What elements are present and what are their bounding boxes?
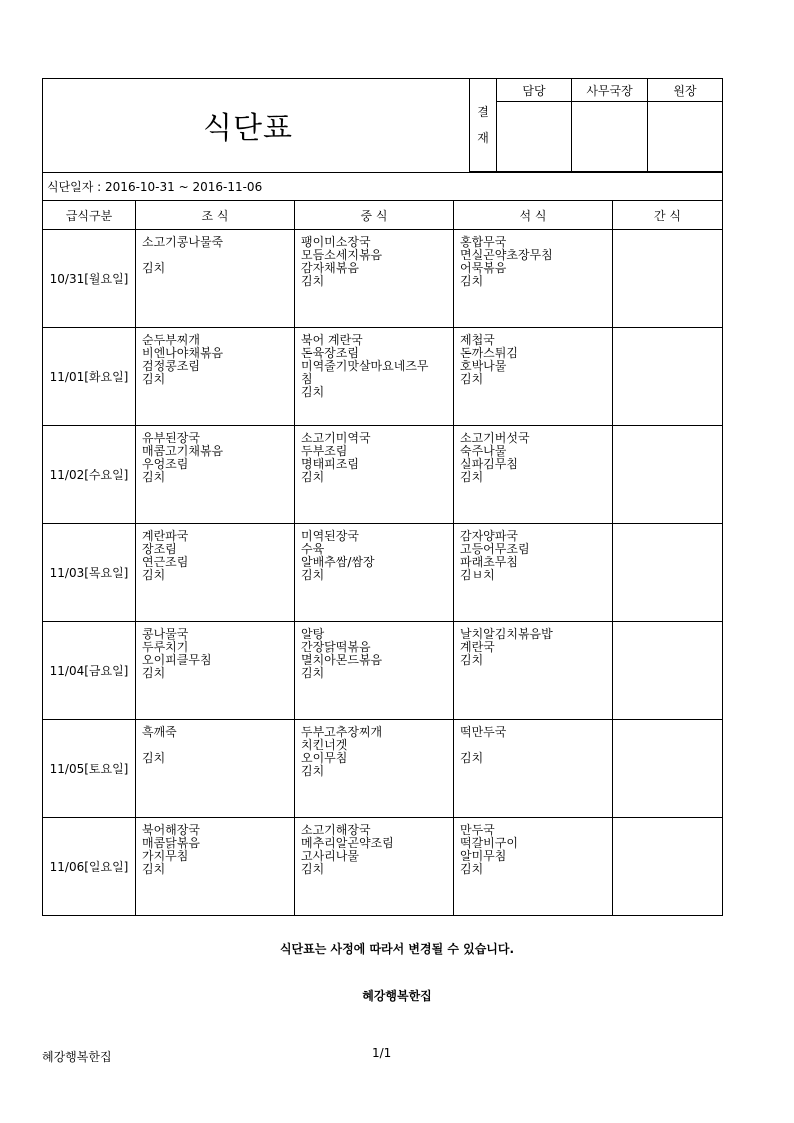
menu-item: 소고기해장국 — [301, 823, 371, 837]
header-breakfast: 조 식 — [136, 201, 295, 230]
menu-item: 김치 — [142, 862, 166, 876]
menu-item: 매콤고기채볶음 — [142, 444, 224, 458]
menu-item: 간장닭떡볶음 — [301, 640, 371, 654]
menu-day-label: 11/03[목요일] — [43, 524, 136, 622]
menu-item: 오이무침 — [301, 751, 348, 765]
menu-item: 숙주나물 — [460, 444, 507, 458]
menu-cell-breakfast — [136, 328, 295, 426]
menu-cell-snack — [613, 622, 723, 720]
menu-item: 파래초무침 — [460, 555, 518, 569]
menu-item: 김치 — [142, 261, 166, 275]
menu-item: 감자채볶음 — [301, 261, 359, 275]
menu-item: 장조림 — [142, 542, 177, 556]
menu-table — [42, 172, 723, 916]
menu-day-row — [43, 818, 723, 916]
approval-col-director: 원장 — [648, 79, 723, 102]
menu-item: 김치 — [301, 568, 325, 582]
menu-item: 콩나물국 — [142, 627, 189, 641]
approval-col-secretary: 사무국장 — [572, 79, 648, 102]
menu-item: 김치 — [460, 862, 484, 876]
menu-item: 멸치아몬드볶음 — [301, 653, 383, 667]
menu-item: 매콤닭볶음 — [142, 836, 200, 850]
footer-org: 혜강행복한집 — [362, 989, 432, 1003]
menu-item: 수육 — [301, 542, 325, 556]
menu-cell-snack — [613, 230, 723, 328]
menu-item: 김치 — [142, 470, 166, 484]
menu-item: 북어 계란국 — [301, 333, 363, 347]
menu-item: 김치 — [142, 666, 166, 680]
menu-item: 모듬소세지볶음 — [301, 248, 383, 262]
menu-cell-dinner — [454, 426, 613, 524]
menu-cell-dinner — [454, 720, 613, 818]
menu-day-row — [43, 426, 723, 524]
menu-cell-lunch — [295, 426, 454, 524]
menu-cell-lunch — [295, 818, 454, 916]
menu-item: 김치 — [301, 274, 325, 288]
menu-item: 김치 — [460, 751, 484, 765]
menu-item: 김치 — [301, 666, 325, 680]
menu-item: 두부조림 — [301, 444, 348, 458]
menu-item: 치킨너겟 — [301, 738, 348, 752]
menu-item: 검정콩조림 — [142, 359, 200, 373]
menu-cell-lunch — [295, 622, 454, 720]
menu-item: 순두부찌개 — [142, 333, 200, 347]
menu-cell-breakfast — [136, 622, 295, 720]
menu-item: 떡갈비구이 — [460, 836, 518, 850]
menu-cell-breakfast — [136, 818, 295, 916]
approval-table — [469, 78, 723, 172]
menu-item: 미역된장국 — [301, 529, 359, 543]
menu-item: 김치 — [142, 372, 166, 386]
menu-item: 메추리알곤약조림 — [301, 836, 394, 850]
menu-item: 팽이미소장국 — [301, 235, 371, 249]
menu-item: 실파김무침 — [460, 457, 518, 471]
menu-item: 김치 — [301, 470, 325, 484]
menu-item: 가지무침 — [142, 849, 189, 863]
menu-cell-breakfast — [136, 426, 295, 524]
menu-cell-breakfast — [136, 720, 295, 818]
menu-cell-dinner — [454, 524, 613, 622]
approval-label-char: 결 — [477, 105, 489, 119]
menu-day-label: 11/05[토요일] — [43, 720, 136, 818]
menu-cell-breakfast — [136, 230, 295, 328]
menu-item: 제첩국 — [460, 333, 495, 347]
approval-sign-director[interactable] — [648, 102, 723, 172]
menu-item: 김치 — [460, 653, 484, 667]
menu-cell-dinner — [454, 622, 613, 720]
header-lunch: 중 식 — [295, 201, 454, 230]
menu-cell-snack — [613, 720, 723, 818]
menu-day-row — [43, 622, 723, 720]
menu-item: 만두국 — [460, 823, 495, 837]
menu-day-label: 10/31[월요일] — [43, 230, 136, 328]
menu-item: 떡만두국 — [460, 725, 507, 739]
approval-label-char: 재 — [477, 131, 489, 145]
menu-day-row — [43, 720, 723, 818]
header-dinner: 석 식 — [454, 201, 613, 230]
menu-item: 우엉조림 — [142, 457, 189, 471]
menu-item: 알배추쌈/쌈장 — [301, 555, 375, 569]
menu-item: 알탕 — [301, 627, 325, 641]
menu-item: 미역줄기맛살마요네즈무 — [301, 359, 429, 373]
menu-item: 김치 — [301, 862, 325, 876]
menu-item: 두루치기 — [142, 640, 189, 654]
menu-item: 돈육장조림 — [301, 346, 359, 360]
menu-day-row — [43, 230, 723, 328]
approval-label — [470, 79, 497, 172]
menu-item: 감자양파국 — [460, 529, 518, 543]
menu-item: 날치알김치볶음밥 — [460, 627, 553, 641]
menu-item: 명태피조림 — [301, 457, 359, 471]
page-number: 1/1 — [372, 1046, 392, 1060]
footer-org-left: 혜강행복한집 — [42, 1050, 112, 1064]
header-snack: 간 식 — [613, 201, 723, 230]
header-category: 급식구분 — [43, 201, 136, 230]
menu-item: 흑깨죽 — [142, 725, 177, 739]
footer-note: 식단표는 사정에 따라서 변경될 수 있습니다. — [279, 942, 515, 956]
menu-item: 비엔나야채볶음 — [142, 346, 224, 360]
menu-item: 김치 — [142, 751, 166, 765]
menu-cell-snack — [613, 524, 723, 622]
approval-sign-secretary[interactable] — [572, 102, 648, 172]
page-title: 식단표 — [203, 111, 293, 146]
menu-day-label: 11/04[금요일] — [43, 622, 136, 720]
menu-period: 식단일자 : 2016-10-31 ~ 2016-11-06 — [43, 173, 723, 201]
approval-col-staff: 담당 — [497, 79, 572, 102]
menu-cell-lunch — [295, 720, 454, 818]
title-box — [42, 78, 470, 172]
menu-day-row — [43, 524, 723, 622]
menu-item: 계란파국 — [142, 529, 189, 543]
menu-cell-lunch — [295, 524, 454, 622]
menu-item: 김치 — [142, 568, 166, 582]
menu-item: 소고기미역국 — [301, 431, 371, 445]
approval-sign-staff[interactable] — [497, 102, 572, 172]
menu-cell-lunch — [295, 230, 454, 328]
menu-cell-snack — [613, 426, 723, 524]
menu-item: 유부된장국 — [142, 431, 200, 445]
menu-item: 소고기버섯국 — [460, 431, 530, 445]
menu-cell-snack — [613, 818, 723, 916]
menu-item: 면실곤약초장무침 — [460, 248, 553, 262]
menu-item: 김치 — [460, 470, 484, 484]
menu-item: 호박나물 — [460, 359, 507, 373]
menu-day-label: 11/06[일요일] — [43, 818, 136, 916]
menu-cell-breakfast — [136, 524, 295, 622]
menu-day-row — [43, 328, 723, 426]
menu-item: 계란국 — [460, 640, 495, 654]
menu-cell-lunch — [295, 328, 454, 426]
menu-item: 고등어무조림 — [460, 542, 530, 556]
menu-item: 김치 — [460, 274, 484, 288]
menu-cell-snack — [613, 328, 723, 426]
menu-header-row — [43, 201, 723, 230]
menu-item: 고사리나물 — [301, 849, 359, 863]
menu-item: 김ㅂ치 — [460, 568, 495, 582]
menu-item: 김치 — [301, 764, 325, 778]
menu-day-label: 11/01[화요일] — [43, 328, 136, 426]
menu-item: 김치 — [301, 385, 325, 399]
menu-item: 오이피클무침 — [142, 653, 212, 667]
menu-item: 연근조림 — [142, 555, 189, 569]
menu-day-label: 11/02[수요일] — [43, 426, 136, 524]
menu-cell-dinner — [454, 818, 613, 916]
menu-cell-dinner — [454, 230, 613, 328]
menu-item: 홍합무국 — [460, 235, 507, 249]
menu-item: 침 — [301, 372, 313, 386]
menu-item: 북어해장국 — [142, 823, 200, 837]
menu-item: 두부고추장찌개 — [301, 725, 383, 739]
menu-item: 알미무침 — [460, 849, 507, 863]
menu-item: 어묵볶음 — [460, 261, 507, 275]
menu-item: 김치 — [460, 372, 484, 386]
menu-cell-dinner — [454, 328, 613, 426]
menu-item: 돈까스튀김 — [460, 346, 518, 360]
menu-item: 소고기콩나물죽 — [142, 235, 224, 249]
